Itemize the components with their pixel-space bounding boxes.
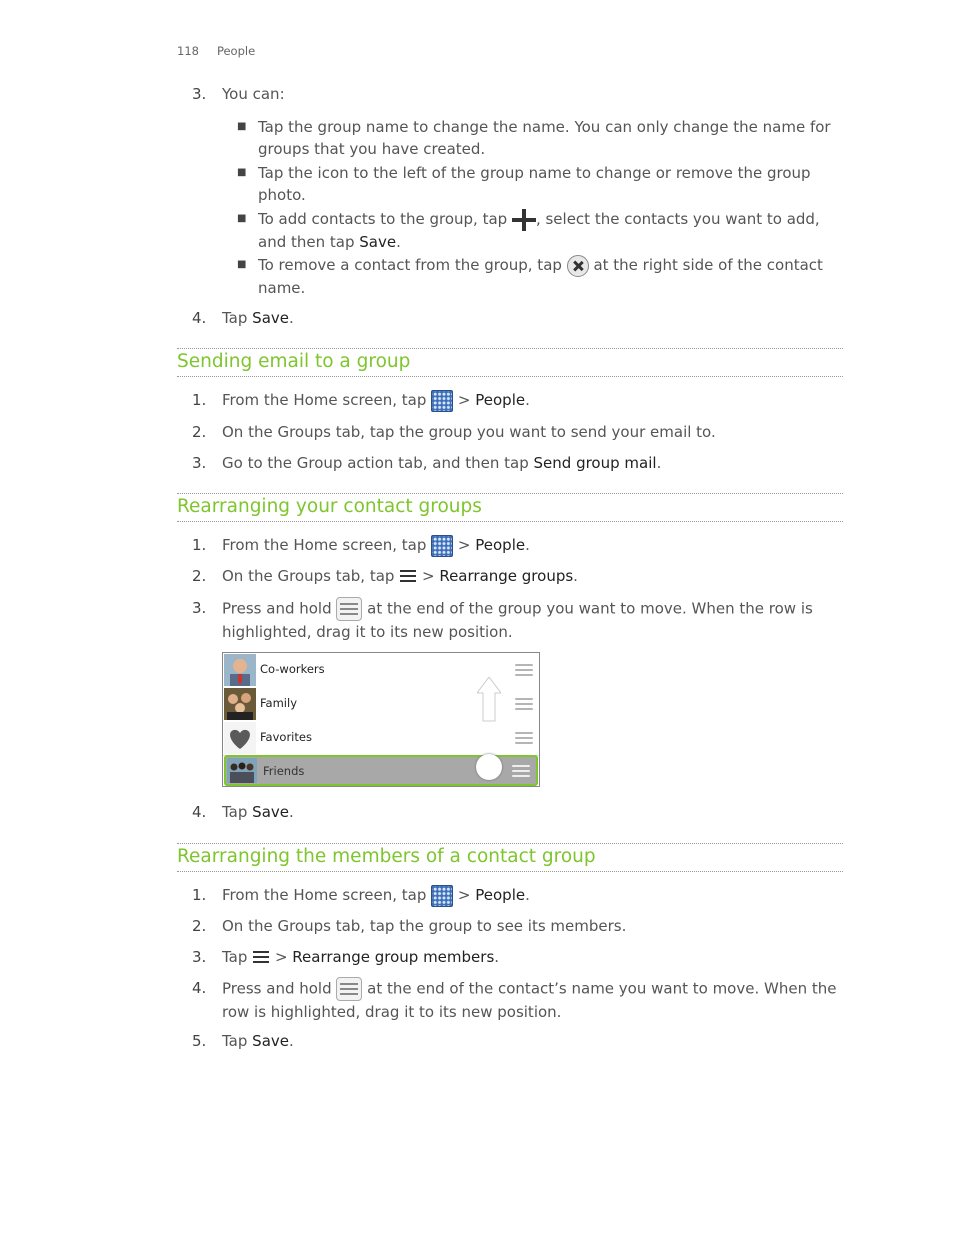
bullet-text: Tap the group name to change the name. You can only change the name for groups that you have created. xyxy=(258,118,831,158)
add-icon xyxy=(512,209,536,231)
drag-handle-icon[interactable] xyxy=(512,763,530,779)
menu-icon xyxy=(252,949,270,967)
all-apps-icon xyxy=(431,390,453,412)
drag-handle-icon xyxy=(336,597,362,621)
section-heading-sending-email xyxy=(177,348,843,377)
section-heading-rearranging-groups xyxy=(177,493,843,522)
drag-handle-icon[interactable] xyxy=(515,696,533,712)
page-header xyxy=(177,44,255,58)
section-title: Sending email to a group xyxy=(177,351,411,372)
touch-point-icon xyxy=(476,754,502,780)
drag-up-arrow-icon xyxy=(477,677,501,753)
header-section: People xyxy=(216,44,256,58)
step-number: 3. xyxy=(192,85,207,103)
page-number: 118 xyxy=(177,44,199,58)
drag-handle-icon[interactable] xyxy=(515,662,533,678)
list-item: Favorites xyxy=(223,721,539,756)
bullet-text: To remove a contact from the group, tap at the right side of the contact name. xyxy=(258,256,823,297)
family-photo xyxy=(224,688,256,720)
rearrange-groups-screenshot xyxy=(222,652,540,787)
all-apps-icon xyxy=(431,535,453,557)
list-item: Co-workers xyxy=(223,653,539,688)
remove-icon xyxy=(567,255,589,277)
menu-icon xyxy=(399,568,417,586)
bullet-text: To add contacts to the group, tap , select the contacts you want to add, and then tap Save. xyxy=(258,210,820,251)
drag-handle-icon xyxy=(336,977,362,1001)
heart-icon xyxy=(224,722,256,754)
coworkers-photo xyxy=(224,654,256,686)
section-heading-rearranging-members xyxy=(177,843,843,872)
list-item-highlighted[interactable]: Friends xyxy=(224,755,538,786)
bullet-text: Tap the icon to the left of the group name to change or remove the group photo. xyxy=(258,164,811,204)
all-apps-icon xyxy=(431,885,453,907)
section-title: Rearranging the members of a contact group xyxy=(177,846,596,867)
step-text: You can: xyxy=(222,85,285,103)
section-title: Rearranging your contact groups xyxy=(177,496,482,517)
drag-handle-icon[interactable] xyxy=(515,730,533,746)
list-item: Family xyxy=(223,687,539,722)
friends-photo xyxy=(227,758,257,783)
